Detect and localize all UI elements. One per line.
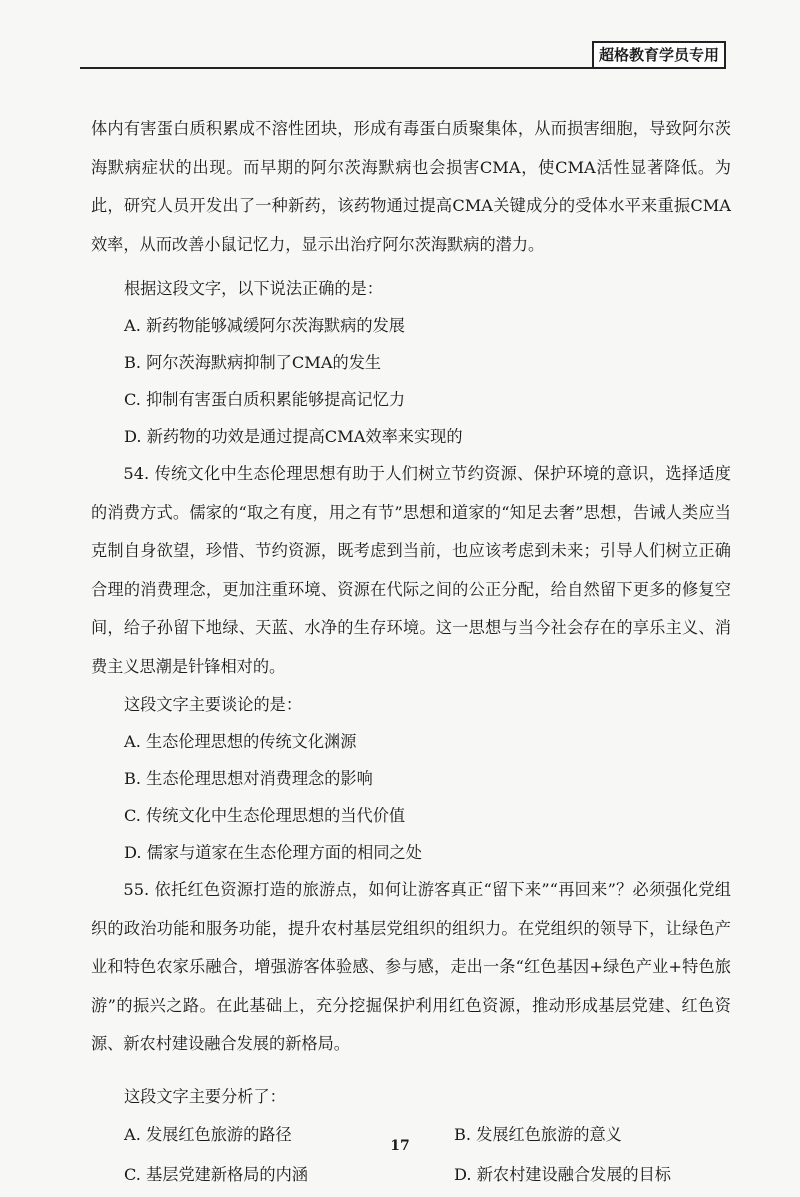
- q55-passage: 55. 依托红色资源打造的旅游点，如何让游客真正“留下来”“再回来”？必须强化党组织的政治功能和服务功能，提升农村基层党组织的组织力。在党组织的领导下，让绿色产业和特色农家乐融合，增强游客体验感、参与感，走出一条“红色基因+绿色产业+特色旅游”的振兴之路。在此基础上，充分挖掘保护利用红色资源，推动形成基层党建、红色资源、新农村建设融合发展的新格局。: [91, 880, 731, 1053]
- q54-option-d: D. 儒家与道家在生态伦理方面的相同之处: [124, 843, 422, 862]
- q55-options: [91, 1115, 731, 1195]
- q55-option-a: A. 发展红色旅游的路径: [124, 1124, 292, 1144]
- q53-prompt: 根据这段文字，以下说法正确的是：: [124, 279, 383, 298]
- q53-passage-continued: 体内有害蛋白质积累成不溶性团块，形成有毒蛋白质聚集体，从而损害细胞，导致阿尔茨海默病症状的出现。而早期的阿尔茨海默病也会损害CMA，使CMA活性显著降低。为此，研究人员开发出了一种新药，该药物通过提高CMA关键成分的受体水平来重振CMA效率，从而改善小鼠记忆力，显示出治疗阿尔茨海默病的潜力。: [91, 119, 731, 254]
- q54-prompt: 这段文字主要谈论的是：: [124, 695, 303, 714]
- q55-option-d: D. 新农村建设融合发展的目标: [454, 1164, 671, 1184]
- q54-option-c: C. 传统文化中生态伦理思想的当代价值: [124, 806, 406, 825]
- q54-option-b: B. 生态伦理思想对消费理念的影响: [124, 769, 373, 788]
- q55-prompt: 这段文字主要分析了：: [124, 1086, 286, 1106]
- q53-option-a: A. 新药物能够减缓阿尔茨海默病的发展: [124, 316, 405, 335]
- q54-option-a: A. 生态伦理思想的传统文化渊源: [124, 732, 357, 751]
- header-rule: [80, 67, 722, 69]
- q55-option-c: C. 基层党建新格局的内涵: [124, 1164, 308, 1184]
- q53-option-c: C. 抑制有害蛋白质积累能够提高记忆力: [124, 390, 406, 409]
- q53-option-d: D. 新药物的功效是通过提高CMA效率来实现的: [124, 427, 463, 446]
- q53-option-b: B. 阿尔茨海默病抑制了CMA的发生: [124, 353, 382, 372]
- q55-option-b: B. 发展红色旅游的意义: [454, 1124, 622, 1144]
- q54-passage: 54. 传统文化中生态伦理思想有助于人们树立节约资源、保护环境的意识，选择适度的消费方式。儒家的“取之有度，用之有节”思想和道家的“知足去奢”思想，告诫人类应当克制自身欲望，珍惜、节约资源，既考虑到当前，也应该考虑到未来；引导人们树立正确合理的消费理念，更加注重环境、资源在代际之间的公正分配，给自然留下更多的修复空间，给子孙留下地绿、天蓝、水净的生存环境。这一思想与当今社会存在的享乐主义、消费主义思潮是针锋相对的。: [91, 464, 731, 676]
- page-number: 17: [390, 1138, 410, 1154]
- page-content: [91, 110, 731, 1195]
- header-badge: 超格教育学员专用: [592, 41, 726, 69]
